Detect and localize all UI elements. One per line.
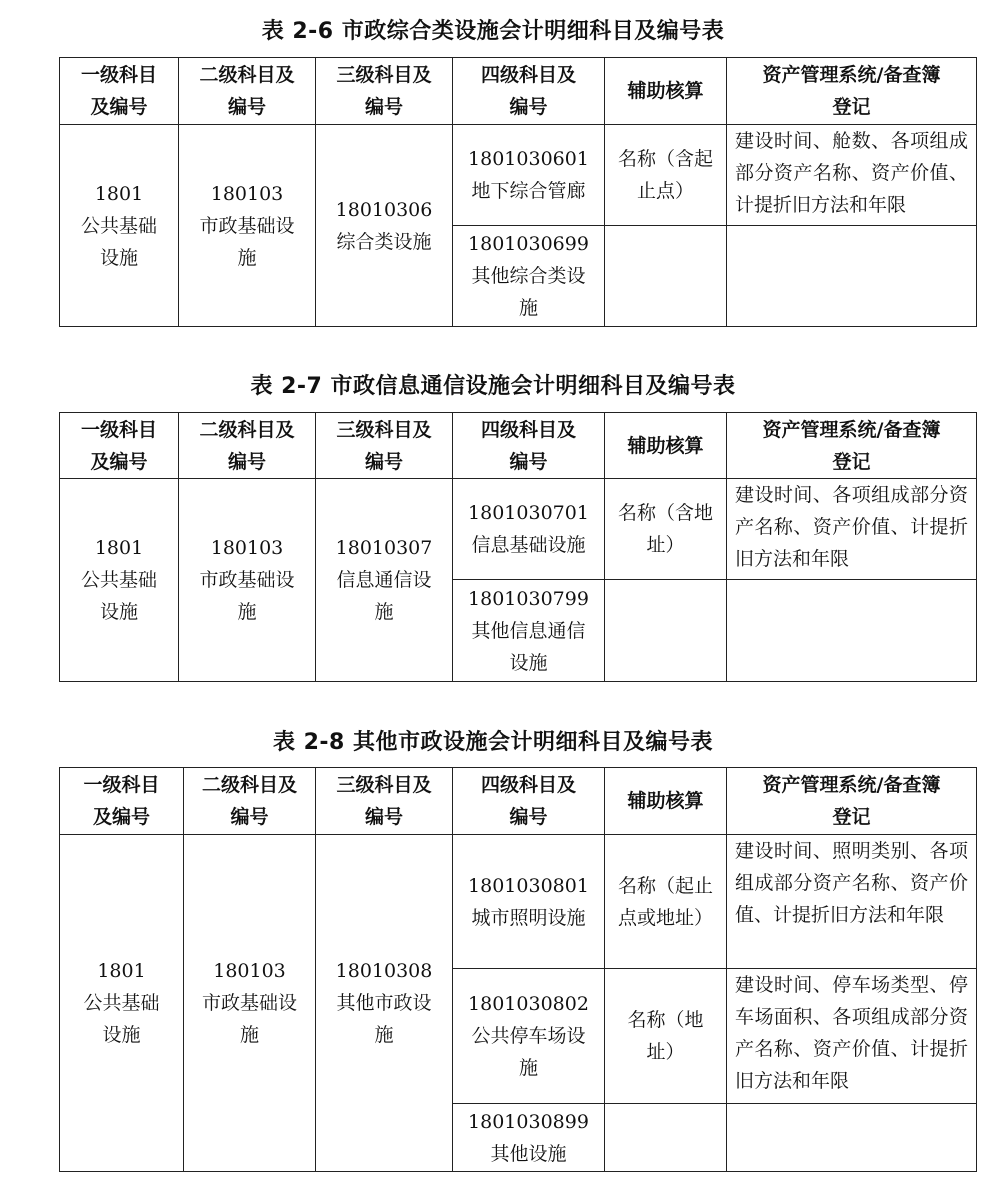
cell-level3: 18010308 其他市政设 施 bbox=[316, 835, 453, 1172]
accounting-table-2-8 bbox=[59, 767, 977, 1172]
cell-level4: 1801030899 其他设施 bbox=[453, 1104, 605, 1172]
cell-level4: 1801030699 其他综合类设 施 bbox=[453, 226, 605, 327]
cell-registration bbox=[727, 580, 977, 682]
header-aux: 辅助核算 bbox=[605, 58, 727, 125]
header-level3: 三级科目及 编号 bbox=[316, 768, 453, 835]
cell-aux: 名称（地 址） bbox=[605, 969, 727, 1104]
cell-registration bbox=[727, 1104, 977, 1172]
table-title: 表 2-8 其他市政设施会计明细科目及编号表 bbox=[272, 730, 714, 755]
cell-level4: 1801030801 城市照明设施 bbox=[453, 835, 605, 969]
header-registration: 资产管理系统/备查簿 登记 bbox=[727, 58, 977, 125]
cell-aux: 名称（起止 点或地址） bbox=[605, 835, 727, 969]
header-level1: 一级科目 及编号 bbox=[60, 413, 179, 479]
header-level3: 三级科目及 编号 bbox=[316, 58, 453, 125]
cell-registration: 建设时间、停车场类型、停车场面积、各项组成部分资产名称、资产价值、计提折旧方法和年限 bbox=[727, 969, 977, 1104]
header-aux: 辅助核算 bbox=[605, 413, 727, 479]
header-level4: 四级科目及 编号 bbox=[453, 413, 605, 479]
header-registration: 资产管理系统/备查簿 登记 bbox=[727, 768, 977, 835]
table-title: 表 2-6 市政综合类设施会计明细科目及编号表 bbox=[261, 19, 725, 44]
cell-registration: 建设时间、各项组成部分资产名称、资产价值、计提折旧方法和年限 bbox=[727, 479, 977, 580]
cell-level2: 180103 市政基础设 施 bbox=[179, 479, 316, 682]
cell-registration: 建设时间、照明类别、各项组成部分资产名称、资产价值、计提折旧方法和年限 bbox=[727, 835, 977, 969]
header-level3: 三级科目及 编号 bbox=[316, 413, 453, 479]
cell-level2: 180103 市政基础设 施 bbox=[179, 125, 316, 327]
cell-level4: 1801030799 其他信息通信 设施 bbox=[453, 580, 605, 682]
cell-level4: 1801030701 信息基础设施 bbox=[453, 479, 605, 580]
cell-level4: 1801030802 公共停车场设 施 bbox=[453, 969, 605, 1104]
cell-level4: 1801030601 地下综合管廊 bbox=[453, 125, 605, 226]
header-level4: 四级科目及 编号 bbox=[453, 58, 605, 125]
cell-registration: 建设时间、舱数、各项组成部分资产名称、资产价值、计提折旧方法和年限 bbox=[727, 125, 977, 226]
cell-level1: 1801 公共基础 设施 bbox=[60, 479, 179, 682]
cell-aux bbox=[605, 580, 727, 682]
header-level4: 四级科目及 编号 bbox=[453, 768, 605, 835]
cell-aux bbox=[605, 226, 727, 327]
cell-aux bbox=[605, 1104, 727, 1172]
cell-level2: 180103 市政基础设 施 bbox=[184, 835, 316, 1172]
header-level2: 二级科目及 编号 bbox=[179, 413, 316, 479]
header-aux: 辅助核算 bbox=[605, 768, 727, 835]
cell-level3: 18010307 信息通信设 施 bbox=[316, 479, 453, 682]
cell-level1: 1801 公共基础 设施 bbox=[60, 835, 184, 1172]
accounting-table-2-7 bbox=[59, 412, 977, 682]
header-registration: 资产管理系统/备查簿 登记 bbox=[727, 413, 977, 479]
accounting-table-2-6 bbox=[59, 57, 977, 327]
header-level2: 二级科目及 编号 bbox=[184, 768, 316, 835]
header-level1: 一级科目 及编号 bbox=[60, 768, 184, 835]
cell-level1: 1801 公共基础 设施 bbox=[60, 125, 179, 327]
header-level2: 二级科目及 编号 bbox=[179, 58, 316, 125]
header-level1: 一级科目 及编号 bbox=[60, 58, 179, 125]
cell-level3: 18010306 综合类设施 bbox=[316, 125, 453, 327]
cell-aux: 名称（含地 址） bbox=[605, 479, 727, 580]
cell-aux: 名称（含起 止点） bbox=[605, 125, 727, 226]
table-title: 表 2-7 市政信息通信设施会计明细科目及编号表 bbox=[250, 374, 736, 399]
cell-registration bbox=[727, 226, 977, 327]
